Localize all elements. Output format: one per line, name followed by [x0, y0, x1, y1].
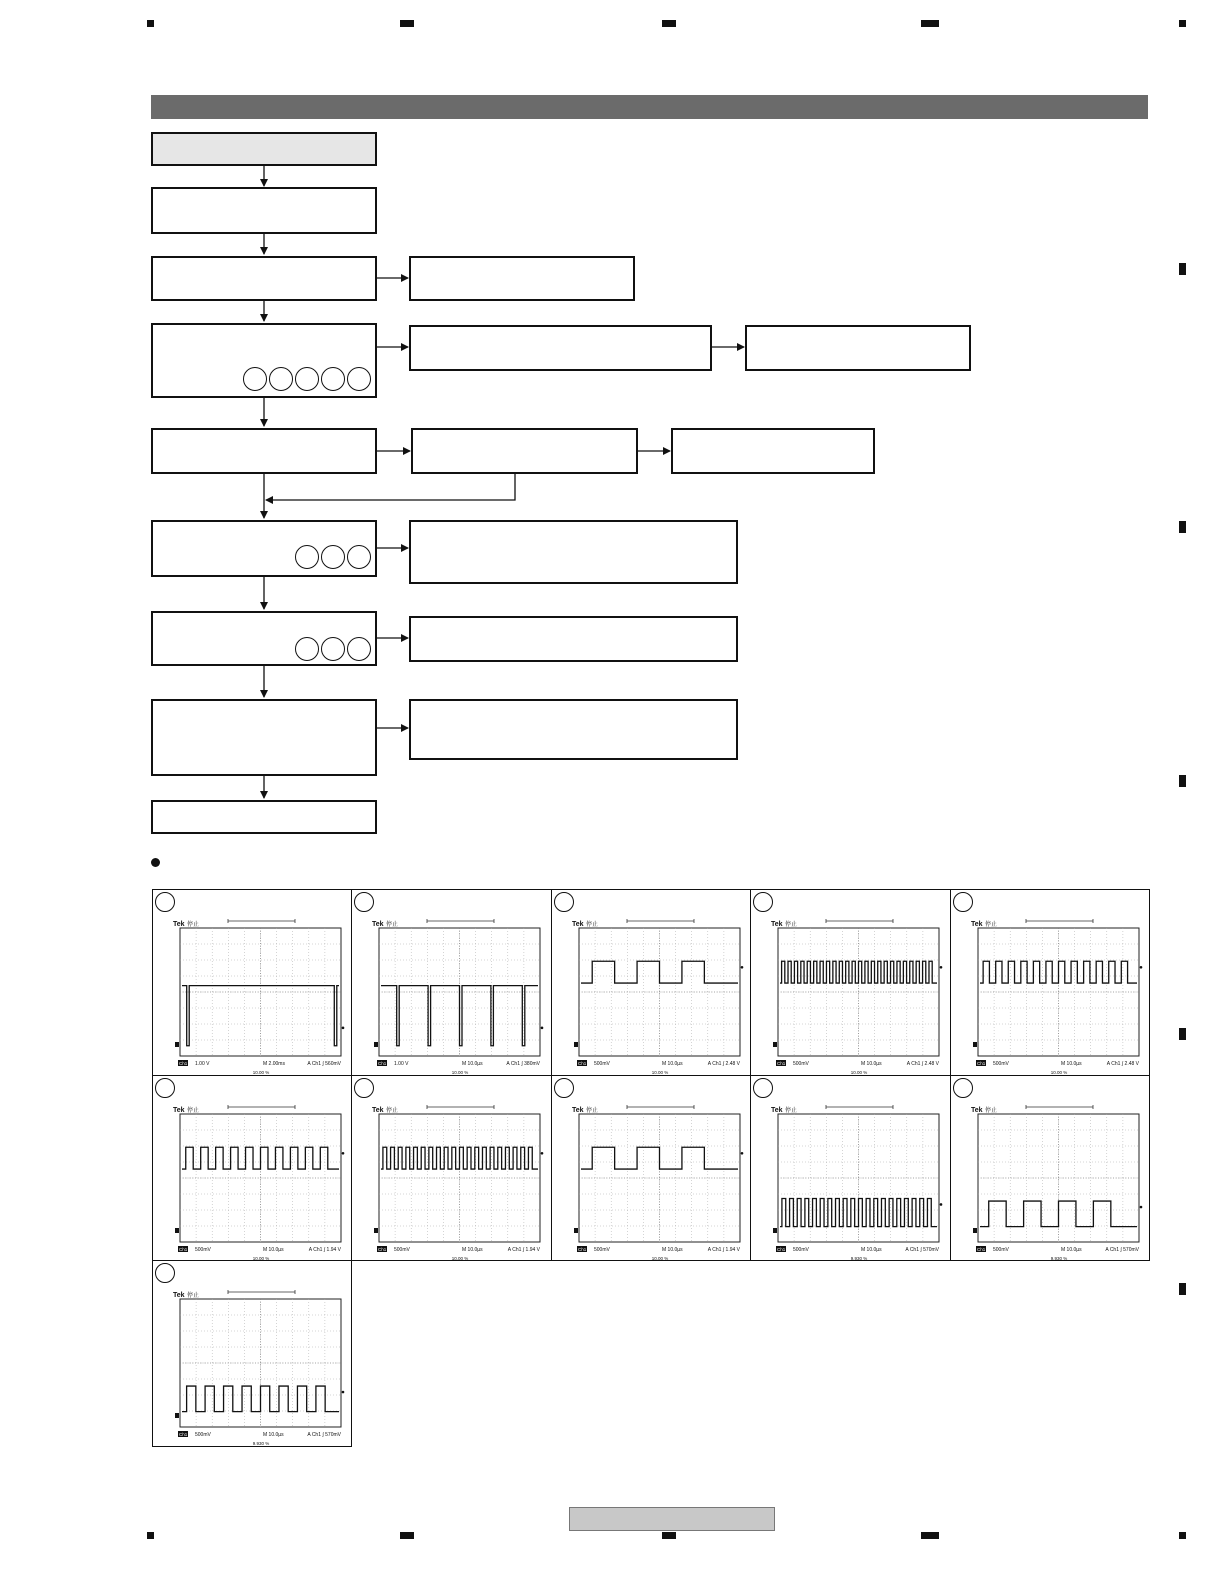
scope-capture-cell [950, 1075, 1150, 1262]
scope-trigger-readout: A Ch1 ∫ 560mV [307, 1061, 341, 1067]
scope-timebase: M 10.0µs [1060, 1061, 1082, 1067]
waveform-reference-circle [321, 545, 345, 569]
flow-step-box [151, 428, 377, 474]
scope-channel-scale: 500mV [195, 1246, 211, 1253]
oscilloscope-screen [951, 1076, 1151, 1262]
flow-branch-box [409, 325, 712, 371]
waveform-reference-circle [269, 367, 293, 391]
flow-step-box [151, 611, 377, 666]
scope-trigger-readout: A Ch1 ∫ 1.94 V [508, 1246, 541, 1253]
scope-timebase: M 10.0µs [263, 1432, 284, 1438]
scope-timebase: M 10.0µs [861, 1061, 882, 1067]
oscilloscope-screen [352, 890, 552, 1076]
waveform-reference-circle [295, 637, 319, 661]
scope-brand-label: Tek [771, 921, 783, 928]
scope-capture-cell [152, 1260, 352, 1447]
scope-channel-scale: 500mV [992, 1061, 1009, 1067]
scope-channel-scale: 500mV [992, 1246, 1009, 1253]
scope-capture-cell [152, 1075, 352, 1262]
scope-trigger-position: 10.00 % [651, 1255, 669, 1261]
scope-brand-label: Tek [771, 1106, 783, 1114]
oscilloscope-screen [751, 890, 951, 1076]
page-footer-box [569, 1507, 775, 1531]
scope-state-label: 停止 [984, 922, 997, 928]
scope-channel-scale: 500mV [793, 1246, 810, 1253]
scope-trigger-position: 10.00 % [452, 1070, 469, 1075]
flow-branch-box [409, 699, 738, 760]
scope-channel-scale: 1.00 V [394, 1061, 409, 1067]
scope-channel-label: Ch1 [577, 1061, 587, 1066]
flow-branch-box [671, 428, 875, 474]
section-bullet [151, 858, 160, 867]
waveform-reference-circle [347, 367, 371, 391]
flow-step-box [151, 256, 377, 301]
scope-state-label: 停止 [187, 922, 200, 928]
scope-trigger-position: 10.00 % [252, 1070, 270, 1075]
scope-brand-label: Tek [372, 921, 384, 928]
scope-channel-scale: 500mV [394, 1246, 411, 1253]
scope-channel-label: Ch1 [777, 1061, 786, 1066]
scope-capture-cell [750, 1075, 950, 1262]
flow-step-box [151, 520, 377, 577]
oscilloscope-screen [552, 1076, 752, 1262]
registration-mark [400, 1532, 414, 1539]
scope-timebase: M 10.0µs [462, 1061, 484, 1067]
waveform-reference-circle [347, 637, 371, 661]
scope-channel-label: Ch1 [976, 1061, 985, 1066]
oscilloscope-screen [751, 1076, 951, 1262]
waveform-reference-circle [321, 637, 345, 661]
scope-trigger-readout: A Ch1 ∫ 2.48 V [1106, 1061, 1139, 1067]
scope-channel-label: Ch1 [976, 1246, 985, 1252]
scope-state-label: 停止 [386, 1107, 399, 1114]
oscilloscope-screen [352, 1076, 552, 1262]
waveform-reference-circle [243, 367, 267, 391]
scope-brand-label: Tek [970, 921, 983, 928]
registration-mark [921, 1532, 939, 1539]
scope-channel-scale: 1.00 V [195, 1061, 210, 1067]
scope-channel-label: Ch1 [378, 1246, 387, 1252]
waveform-reference-circle [295, 367, 319, 391]
scope-timebase: M 10.0µs [462, 1246, 484, 1253]
scope-trigger-position: 10.00 % [850, 1070, 868, 1075]
side-tab-mark [1179, 1028, 1186, 1040]
flow-branch-box [409, 616, 738, 662]
scope-channel-scale: 500mV [593, 1246, 610, 1253]
flow-step-box [151, 699, 377, 776]
scope-channel-label: Ch1 [179, 1432, 188, 1437]
scope-channel-label: Ch1 [179, 1246, 188, 1252]
scope-brand-label: Tek [173, 1292, 185, 1299]
oscilloscope-screen [153, 1261, 353, 1447]
oscilloscope-screen [951, 890, 1151, 1076]
scope-state-label: 停止 [585, 1107, 598, 1114]
scope-channel-label: Ch1 [378, 1061, 387, 1066]
scope-channel-scale: 500mV [793, 1061, 810, 1067]
waveform-trace [780, 961, 937, 983]
scope-trigger-readout: A Ch1 ∫ 2.48 V [707, 1061, 740, 1067]
flow-branch-box [409, 256, 635, 301]
scope-state-label: 停止 [187, 1107, 200, 1114]
scope-state-label: 停止 [187, 1293, 200, 1299]
oscilloscope-screen [153, 1076, 353, 1262]
scope-trigger-position: 9.930 % [252, 1441, 270, 1446]
registration-mark [1179, 1532, 1186, 1539]
scope-capture-cell [551, 889, 751, 1076]
scope-trigger-position: 10.00 % [252, 1255, 270, 1261]
scope-capture-cell [551, 1075, 751, 1262]
scope-brand-label: Tek [970, 1106, 983, 1114]
waveform-trace [182, 1386, 339, 1412]
scope-timebase: M 10.0µs [661, 1061, 683, 1067]
scope-timebase: M 10.0µs [661, 1246, 683, 1253]
scope-trigger-readout: A Ch1 ∫ 1.94 V [707, 1246, 740, 1253]
scope-trigger-readout: A Ch1 ∫ 570mV [1104, 1246, 1139, 1253]
scope-state-label: 停止 [984, 1107, 997, 1114]
registration-mark [147, 1532, 154, 1539]
scope-trigger-position: 10.00 % [452, 1255, 469, 1261]
scope-trigger-readout: A Ch1 ∫ 570mV [905, 1246, 940, 1253]
flow-step-box [151, 187, 377, 234]
flow-branch-box [745, 325, 971, 371]
scope-trigger-readout: A Ch1 ∫ 2.48 V [906, 1061, 940, 1067]
scope-brand-label: Tek [173, 1106, 185, 1114]
scope-capture-cell [152, 889, 352, 1076]
scope-state-label: 停止 [386, 922, 399, 928]
scope-capture-cell [950, 889, 1150, 1076]
scope-timebase: M 2.00ms [263, 1061, 285, 1067]
oscilloscope-screen [552, 890, 752, 1076]
scope-channel-label: Ch1 [179, 1061, 188, 1066]
scope-channel-label: Ch1 [777, 1246, 786, 1252]
oscilloscope-screen [153, 890, 353, 1076]
waveform-reference-circle [295, 545, 319, 569]
flow-end-box [151, 800, 377, 834]
scope-state-label: 停止 [585, 922, 598, 928]
scope-trigger-position: 9.930 % [850, 1255, 868, 1261]
scope-channel-scale: 500mV [593, 1061, 610, 1067]
scope-brand-label: Tek [571, 1106, 584, 1114]
scope-capture-cell [750, 889, 950, 1076]
scope-brand-label: Tek [173, 921, 185, 928]
scope-brand-label: Tek [571, 921, 584, 928]
flow-branch-box [411, 428, 638, 474]
scope-state-label: 停止 [785, 1107, 798, 1114]
scope-trigger-position: 10.00 % [651, 1070, 669, 1075]
scope-brand-label: Tek [372, 1106, 384, 1114]
scope-channel-scale: 500mV [195, 1432, 211, 1438]
scope-channel-label: Ch1 [577, 1246, 587, 1252]
scope-trigger-position: 10.00 % [1050, 1070, 1067, 1075]
scope-capture-cell [351, 889, 551, 1076]
scope-timebase: M 10.0µs [1060, 1246, 1082, 1253]
registration-mark [662, 1532, 676, 1539]
scope-trigger-readout: A Ch1 ∫ 570mV [307, 1432, 341, 1438]
scope-timebase: M 10.0µs [263, 1246, 284, 1253]
scope-timebase: M 10.0µs [861, 1246, 882, 1253]
scope-trigger-readout: A Ch1 ∫ 1.94 V [308, 1246, 341, 1253]
flow-start-box [151, 132, 377, 166]
flow-branch-box [409, 520, 738, 584]
scope-state-label: 停止 [785, 922, 798, 928]
waveform-reference-circle [347, 545, 371, 569]
waveform-reference-circle [321, 367, 345, 391]
scope-trigger-readout: A Ch1 ∫ 380mV [506, 1061, 541, 1067]
side-tab-mark [1179, 1283, 1186, 1295]
scope-capture-cell [351, 1075, 551, 1262]
scope-trigger-position: 9.930 % [1050, 1255, 1067, 1261]
